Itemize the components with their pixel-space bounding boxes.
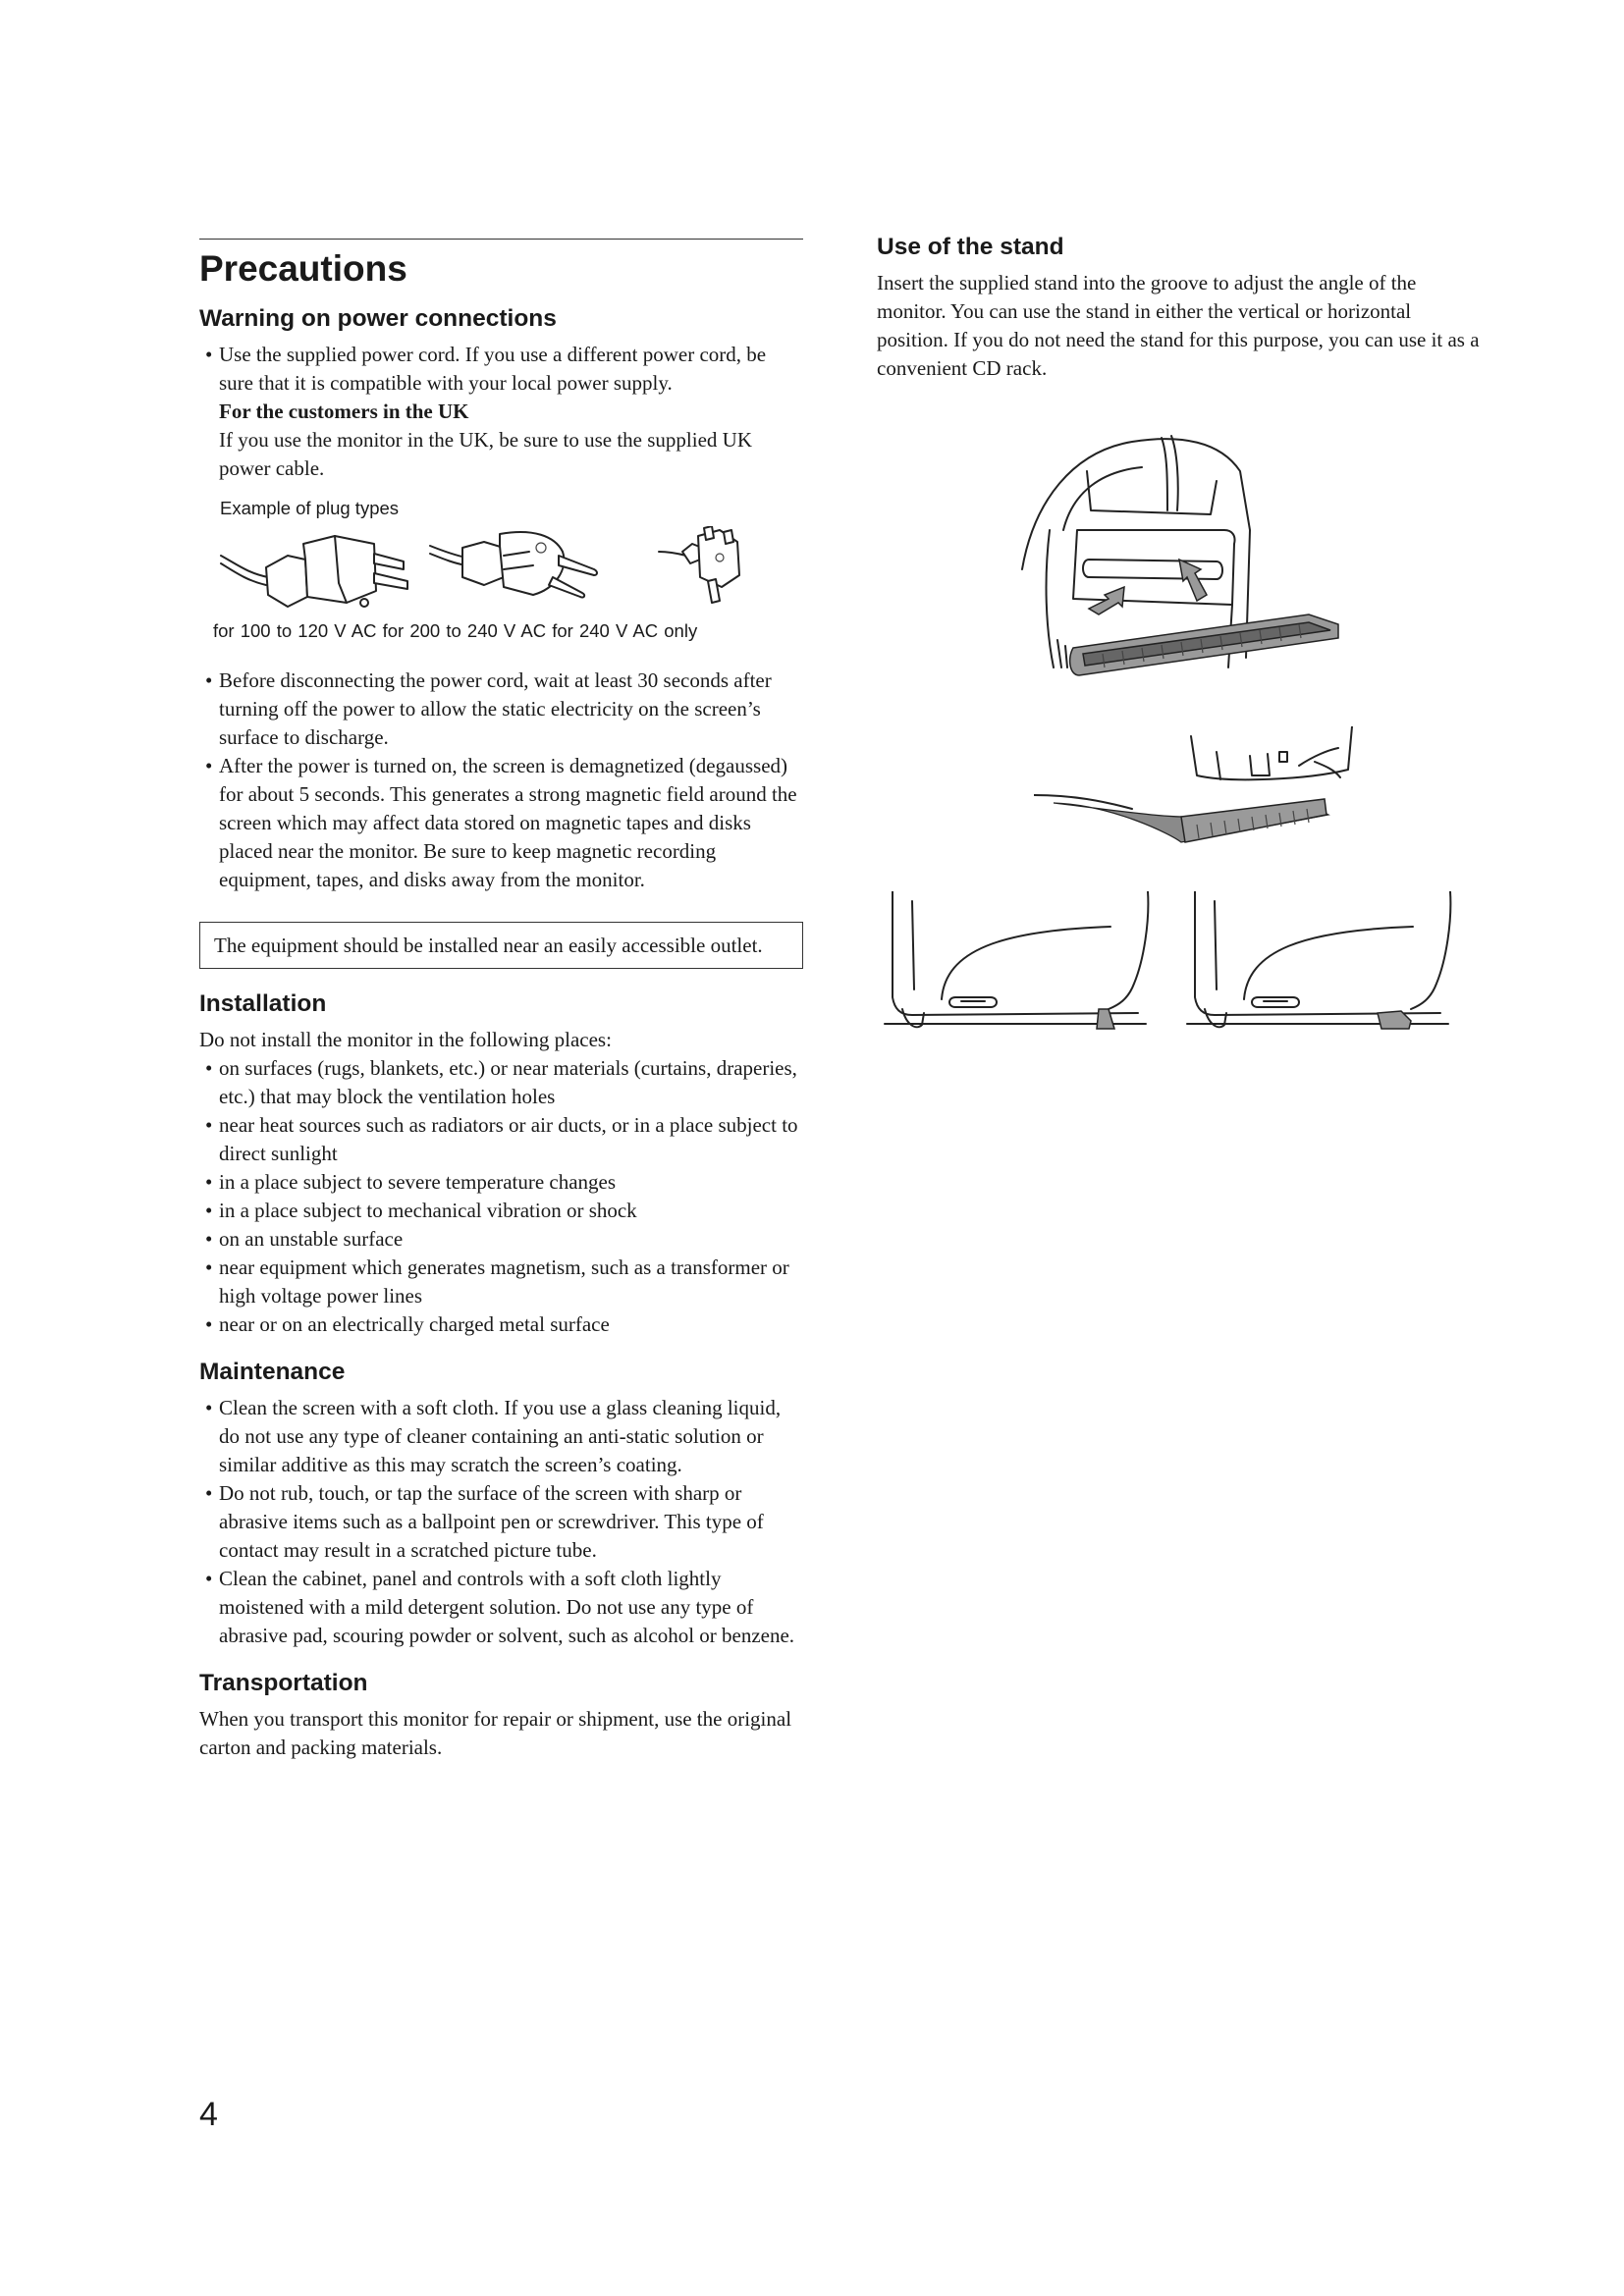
- list-item: • Clean the screen with a soft cloth. If you use a glass cleaning liquid, do not use any type of cleaner containing an anti-static solution or similar additive as this may scratch the screen’s coating.: [199, 1394, 803, 1479]
- stand-positions: [883, 891, 1486, 1034]
- maintenance-list: [199, 1394, 803, 1650]
- uk-block: [199, 398, 803, 483]
- european-plug-icon: [430, 532, 597, 598]
- installation-list: [199, 1054, 803, 1339]
- left-column: [199, 239, 803, 1762]
- list-item: • in a place subject to severe temperature changes: [199, 1168, 803, 1197]
- list-item: • near heat sources such as radiators or air ducts, or in a place subject to direct sunlight: [199, 1111, 803, 1168]
- stand-insert-illustration: [1014, 412, 1387, 707]
- page-number: 4: [199, 2096, 218, 2133]
- transportation-text: When you transport this monitor for repair or shipment, use the original carton and packing materials.: [199, 1707, 792, 1759]
- power-list-continued: [199, 667, 803, 894]
- plug-labels: [199, 619, 803, 643]
- uk-text: If you use the monitor in the UK, be sure to use the supplied UK power cable.: [219, 428, 752, 480]
- plug-types-illustration: [209, 526, 798, 619]
- us-plug-icon: [221, 536, 407, 607]
- list-item: • near or on an electrically charged metal surface: [199, 1310, 803, 1339]
- list-item: • in a place subject to mechanical vibration or shock: [199, 1197, 803, 1225]
- plug-label-eu: for 200 to 240 V AC: [382, 620, 547, 641]
- right-column: [877, 232, 1486, 1034]
- power-heading: Warning on power connections: [199, 305, 557, 332]
- list-item: • on an unstable surface: [199, 1225, 803, 1254]
- power-list: [199, 341, 803, 398]
- installation-intro: Do not install the monitor in the following places:: [199, 1028, 612, 1051]
- stand-text: Insert the supplied stand into the groove to adjust the angle of the monitor. You can use the stand in either the vertical or horizontal position. If you do not need the stand for this purpose, you can use it as a convenient CD rack.: [877, 271, 1480, 380]
- uk-heading: For the customers in the UK: [219, 400, 469, 423]
- notice-text: The equipment should be installed near an easily accessible outlet.: [214, 934, 763, 957]
- stand-vertical-illustration: [883, 891, 1167, 1034]
- list-item: • Before disconnecting the power cord, wait at least 30 seconds after turning off the power to allow the static electricity on the screen’s surface to discharge.: [199, 667, 803, 752]
- page-title: Precautions: [199, 248, 407, 289]
- list-item: • Clean the cabinet, panel and controls with a soft cloth lightly moistened with a mild detergent solution. Do not use any type of abrasive pad, scouring powder or solvent, such as alcohol or benzene.: [199, 1565, 803, 1650]
- list-item: • After the power is turned on, the screen is demagnetized (degaussed) for about 5 seconds. This generates a strong magnetic field around the screen which may affect data stored on magnetic tapes and disks placed near the monitor. Be sure to keep magnetic recording equipment, tapes, and disks away from the monitor.: [199, 752, 803, 894]
- list-item: • Use the supplied power cord. If you use a different power cord, be sure that it is compatible with your local power supply.: [199, 341, 803, 398]
- list-item: • Do not rub, touch, or tap the surface of the screen with sharp or abrasive items such as a ballpoint pen or screwdriver. This type of contact may result in a scratched picture tube.: [199, 1479, 803, 1565]
- plug-label-uk: for 240 V AC only: [552, 620, 698, 641]
- stand-inserted-illustration: [1034, 726, 1387, 864]
- plug-label-us: for 100 to 120 V AC: [213, 620, 377, 641]
- stand-horizontal-illustration: [1185, 891, 1470, 1034]
- maintenance-heading: Maintenance: [199, 1359, 346, 1385]
- list-item: • on surfaces (rugs, blankets, etc.) or near materials (curtains, draperies, etc.) that may block the ventilation holes: [199, 1054, 803, 1111]
- installation-heading: Installation: [199, 990, 327, 1017]
- notice-box: [199, 922, 803, 969]
- transportation-heading: Transportation: [199, 1670, 368, 1696]
- title-rule: [199, 239, 803, 240]
- uk-plug-icon: [659, 526, 739, 603]
- plug-caption: Example of plug types: [220, 498, 400, 518]
- list-item: • near equipment which generates magnetism, such as a transformer or high voltage power lines: [199, 1254, 803, 1310]
- stand-heading: Use of the stand: [877, 234, 1064, 260]
